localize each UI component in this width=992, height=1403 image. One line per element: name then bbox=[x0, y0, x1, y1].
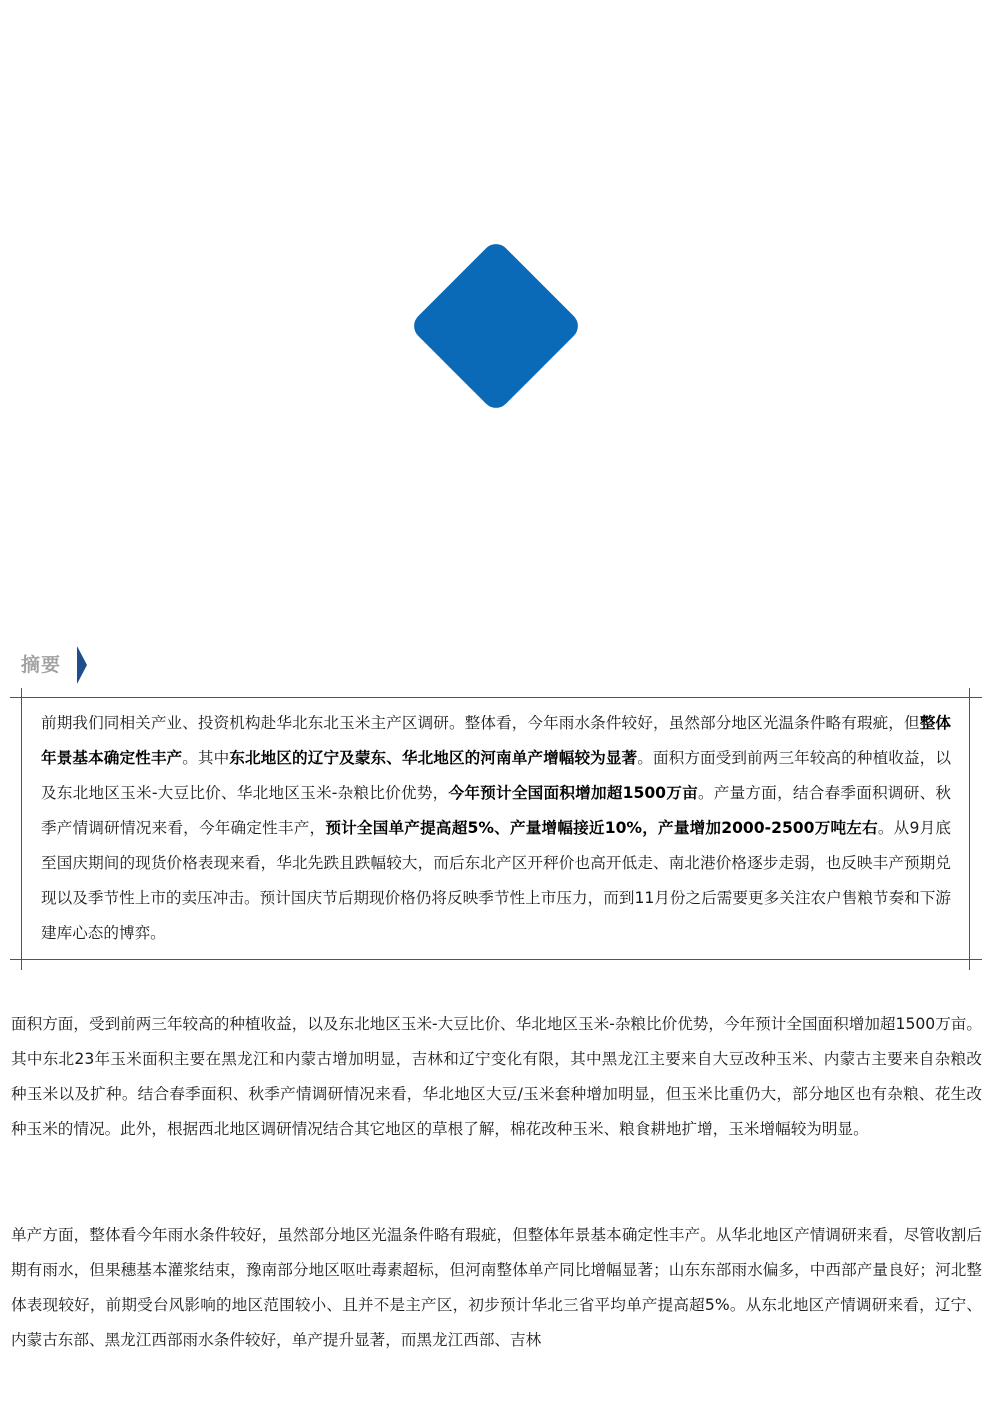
summary-segment: 。面积方面受到前两三年较高的种植收益，以及东北地区玉米-大豆比价、华北地区玉米-杂粮比价优势， bbox=[41, 749, 951, 802]
summary-box-bottom-rule bbox=[10, 959, 982, 960]
summary-segment-bold: 东北地区的辽宁及蒙东、华北地区的河南单产增幅较为显著 bbox=[229, 749, 638, 767]
summary-text bbox=[41, 706, 951, 951]
summary-segment-bold: 预计全国单产提高超5%、产量增幅接近10%，产量增加2000-2500万吨左右 bbox=[325, 819, 878, 837]
summary-segment-bold: 整体年景基本确定性丰产 bbox=[41, 714, 951, 767]
body-paragraph-area: 面积方面，受到前两三年较高的种植收益，以及东北地区玉米-大豆比价、华北地区玉米-杂粮比价优势，今年预计全国面积增加超1500万亩。其中东北23年玉米面积主要在黑龙江和内蒙古增加明显，吉林和辽宁变化有限，其中黑龙江主要来自大豆改种玉米、内蒙古主要来自杂粮改种玉米以及扩种。结合春季面积、秋季产情调研情况来看，华北地区大豆/玉米套种增加明显，但玉米比重仍大，部分地区也有杂粮、花生改种玉米的情况。此外，根据西北地区调研情况结合其它地区的草根了解，棉花改种玉米、粮食耕地扩增，玉米增幅较为明显。 bbox=[11, 1015, 982, 1138]
summary-box-right-rule bbox=[969, 688, 970, 970]
summary-segment: 前期我们同相关产业、投资机构赴华北东北玉米主产区调研。整体看，今年雨水条件较好，虽然部分地区光温条件略有瑕疵，但 bbox=[41, 714, 920, 732]
summary-box-left-rule bbox=[21, 688, 22, 970]
summary-segment: 。产量方面，结合春季面积调研、秋季产情调研情况来看，今年确定性丰产， bbox=[41, 784, 951, 837]
section-label-summary: 摘要 bbox=[21, 654, 62, 676]
summary-box-top-rule bbox=[10, 697, 982, 698]
section-arrow-icon bbox=[77, 646, 87, 684]
brand-logo-icon bbox=[408, 238, 583, 413]
summary-segment: 。其中 bbox=[182, 749, 230, 767]
summary-segment-bold: 今年预计全国面积增加超1500万亩 bbox=[448, 784, 698, 802]
body-paragraph-yield: 单产方面，整体看今年雨水条件较好，虽然部分地区光温条件略有瑕疵，但整体年景基本确定性丰产。从华北地区产情调研来看，尽管收割后期有雨水，但果穗基本灌浆结束，豫南部分地区呕吐毒素超标，但河南整体单产同比增幅显著；山东东部雨水偏多，中西部产量良好；河北整体表现较好，前期受台风影响的地区范围较小、且并不是主产区，初步预计华北三省平均单产提高超5%。从东北地区产情调研来看，辽宁、内蒙古东部、黑龙江西部雨水条件较好，单产提升显著，而黑龙江西部、吉林 bbox=[11, 1226, 982, 1349]
summary-segment: 。从9月底至国庆期间的现货价格表现来看，华北先跌且跌幅较大，而后东北产区开秤价也高开低走、南北港价格逐步走弱，也反映丰产预期兑现以及季节性上市的卖压冲击。预计国庆节后期现价格仍将反映季节性上市压力，而到11月份之后需要更多关注农户售粮节奏和下游建库心态的博弈。 bbox=[41, 819, 951, 942]
